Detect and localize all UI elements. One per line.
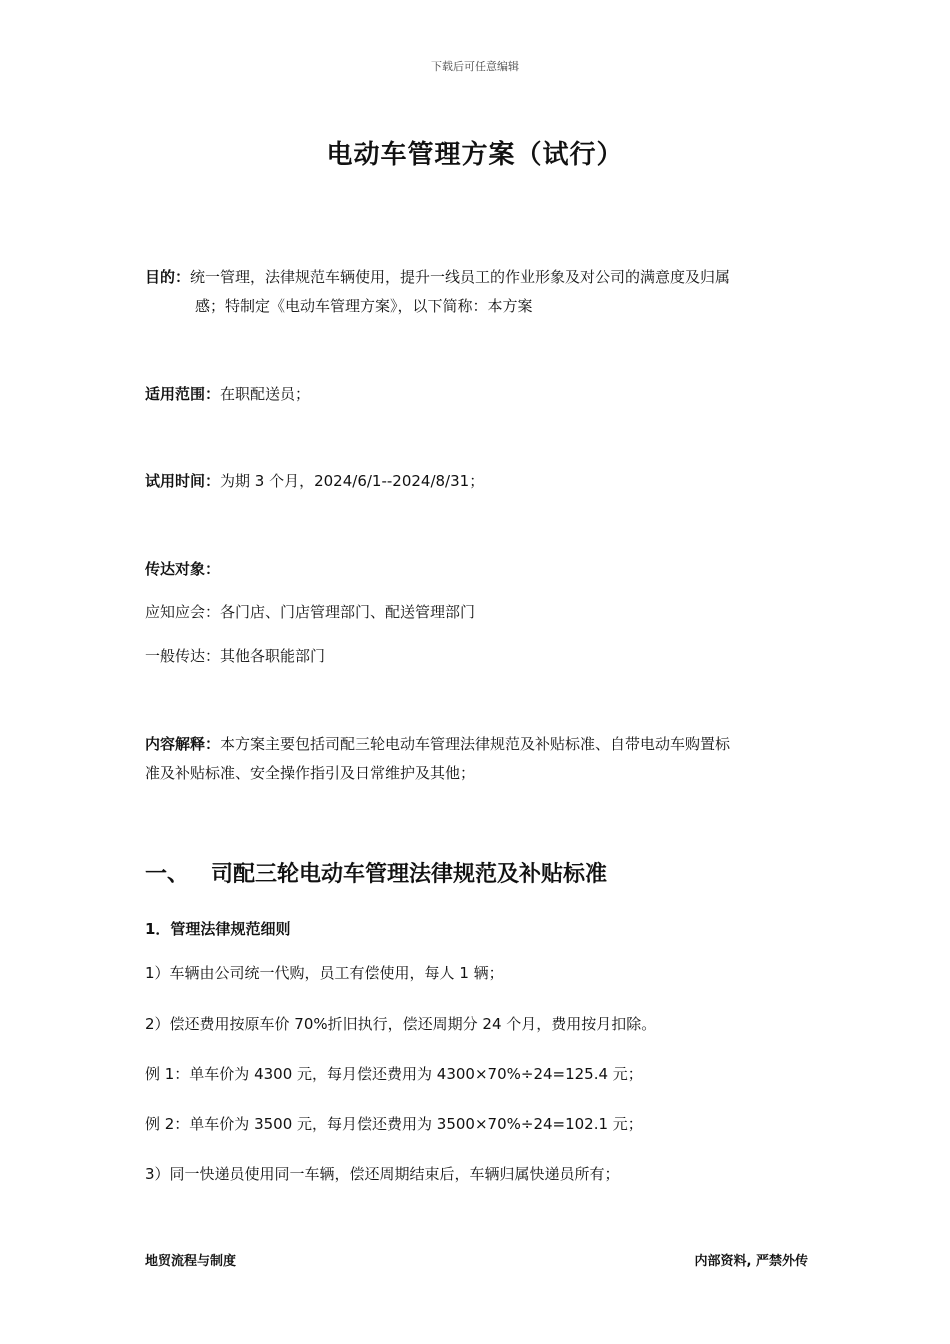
purpose-line1: 统一管理，法律规范车辆使用，提升一线员工的作业形象及对公司的满意度及归属 — [190, 268, 731, 286]
list-item: 例 2：单车价为 3500 元，每月偿还费用为 3500×70%÷24=102.1 元； — [145, 1115, 643, 1133]
list-item: 例 1：单车价为 4300 元，每月偿还费用为 4300×70%÷24=125.4 元； — [145, 1065, 643, 1083]
footer-right-text: 内部资料, 严禁外传 — [694, 1254, 808, 1269]
document-title: 电动车管理方案（试行） — [326, 140, 624, 170]
purpose-paragraph — [145, 263, 810, 321]
watermark-text: 下载后可任意编辑 — [431, 60, 519, 73]
trial-label: 试用时间： — [145, 472, 221, 490]
audience-label: 传达对象： — [145, 560, 221, 578]
audience-general: 一般传达：其他各职能部门 — [145, 647, 326, 665]
section-heading — [145, 857, 845, 888]
section-number: 一、 — [145, 862, 190, 887]
trial-paragraph — [145, 467, 810, 496]
scope-label: 适用范围： — [145, 385, 221, 403]
purpose-label: 目的： — [145, 268, 191, 286]
purpose-line2: 感；特制定《电动车管理方案》，以下简称：本方案 — [195, 297, 533, 315]
scope-text: 在职配送员； — [220, 385, 311, 403]
list-item: 3）同一快递员使用同一车辆，偿还周期结束后，车辆归属快递员所有； — [145, 1165, 620, 1183]
audience-must-know: 应知应会：各门店、门店管理部门、配送管理部门 — [145, 603, 476, 621]
content-paragraph — [145, 730, 810, 788]
scope-paragraph — [145, 380, 810, 409]
content-line2: 准及补贴标准、安全操作指引及日常维护及其他； — [145, 764, 476, 782]
content-label: 内容解释： — [145, 735, 221, 753]
content-line1: 本方案主要包括司配三轮电动车管理法律规范及补贴标准、自带电动车购置标 — [220, 735, 731, 753]
section-title: 司配三轮电动车管理法律规范及补贴标准 — [211, 862, 608, 887]
subsection-heading: 1．管理法律规范细则 — [145, 920, 291, 938]
list-item: 1）车辆由公司统一代购，员工有偿使用，每人 1 辆； — [145, 964, 504, 982]
trial-text: 为期 3 个月，2024/6/1--2024/8/31； — [220, 472, 485, 490]
footer-left-text: 地贸流程与制度 — [145, 1254, 237, 1269]
list-item: 2）偿还费用按原车价 70%折旧执行，偿还周期分 24 个月，费用按月扣除。 — [145, 1015, 657, 1033]
